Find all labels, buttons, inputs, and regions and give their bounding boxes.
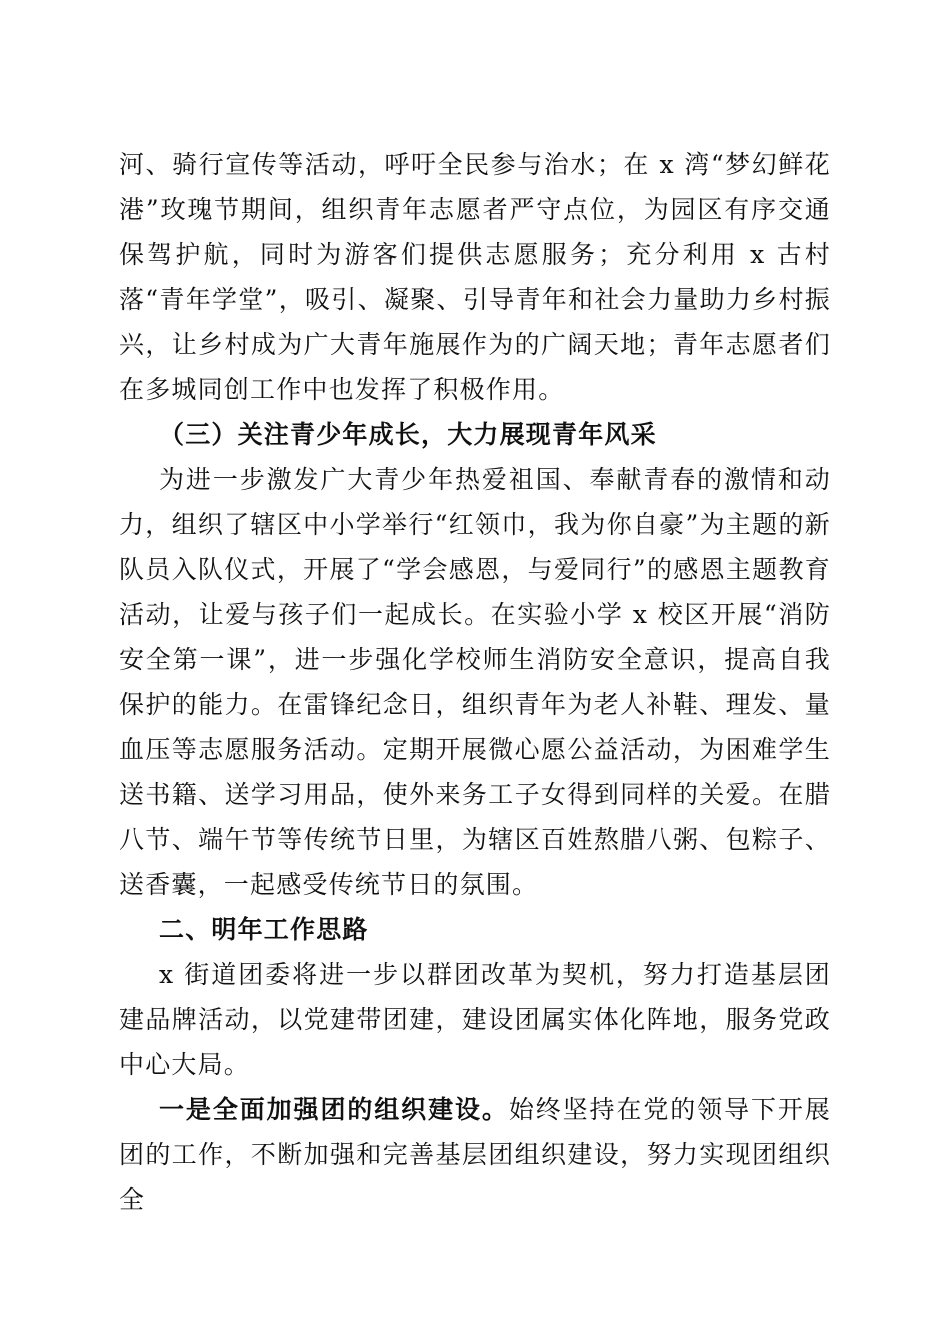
section-heading-3: （三）关注青少年成长，大力展现青年风采 <box>159 420 657 449</box>
paragraph-lead-phrase: 一是全面加强团的组织建设。 <box>159 1095 509 1124</box>
section-heading-next-year: 二、明年工作思路 <box>159 915 369 944</box>
paragraph-lead-body: 始终坚持在党的领导下开展团的工作，不断加强和完善基层团组织建设，努力实现团组织全 <box>119 1095 831 1214</box>
document-body <box>119 142 831 1222</box>
paragraph-next-year-intro: x 街道团委将进一步以群团改革为契机，努力打造基层团建品牌活动，以党建带团建，建设团属实体化阵地，服务党政中心大局。 <box>119 960 831 1079</box>
paragraph-youth-growth: 为进一步激发广大青少年热爱祖国、奉献青春的激情和动力，组织了辖区中小学举行“红领巾，我为你自豪”为主题的新队员入队仪式，开展了“学会感恩，与爱同行”的感恩主题教育活动，让爱与孩子们一起成长。在实验小学 x 校区开展“消防安全第一课”，进一步强化学校师生消防安全意识，提高自我保护的能力。在雷锋纪念日，组织青年为老人补鞋、理发、量血压等志愿服务活动。定期开展微心愿公益活动，为困难学生送书籍、送学习用品，使外来务工子女得到同样的关爱。在腊八节、端午节等传统节日里，为辖区百姓熬腊八粥、包粽子、送香囊，一起感受传统节日的氛围。 <box>119 465 831 899</box>
paragraph-continuation: 河、骑行宣传等活动，呼吁全民参与治水；在 x 湾“梦幻鲜花港”玫瑰节期间，组织青年志愿者严守点位，为园区有序交通保驾护航，同时为游客们提供志愿服务；充分利用 x 古村落“青年学堂”，吸引、凝聚、引导青年和社会力量助力乡村振兴，让乡村成为广大青年施展作为的广阔天地；青年志愿者们在多城同创工作中也发挥了积极作用。 <box>119 150 831 404</box>
paragraph-organization-building <box>119 1087 831 1222</box>
